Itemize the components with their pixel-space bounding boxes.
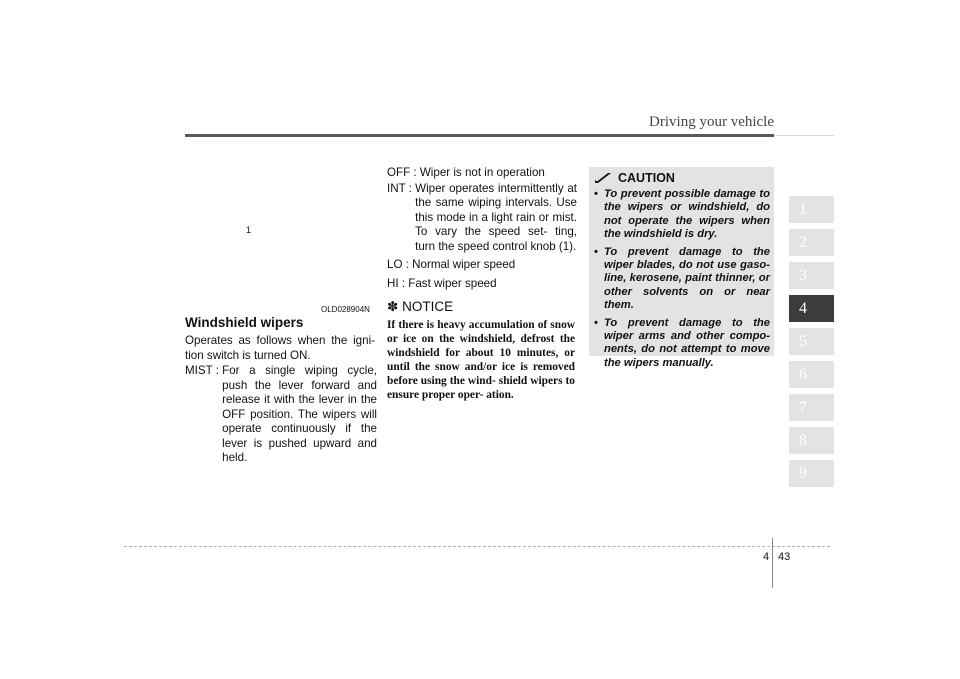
mode-description: Wiper is not in operation xyxy=(419,166,545,179)
header-rule-extension xyxy=(774,135,834,136)
footer-divider xyxy=(772,538,773,588)
running-header: Driving your vehicle xyxy=(649,114,774,130)
page-chapter: 4 xyxy=(763,551,770,563)
notice-text: If there is heavy accumulation of snow or ice on the windshield, defrost the windshield for about 10 minutes, or until the snow and/or ice is removed before using the wind- shield wipers to ensure proper oper- ation. xyxy=(387,319,575,401)
chapter-tab-9[interactable]: 9 xyxy=(789,460,834,487)
chapter-tab-8[interactable]: 8 xyxy=(789,427,834,454)
pencil-icon xyxy=(594,172,612,184)
mode-description: Normal wiper speed xyxy=(412,258,516,271)
chapter-tab-3[interactable]: 3 xyxy=(789,262,834,289)
section-intro: Operates as follows when the igni- tion switch is turned ON. xyxy=(185,334,375,362)
mode-hi xyxy=(387,277,577,292)
figure-callout-label: 1 xyxy=(246,225,252,235)
caution-list xyxy=(594,188,770,374)
chapter-tab-2[interactable]: 2 xyxy=(789,229,834,256)
mode-off xyxy=(387,166,577,181)
chapter-tab-1[interactable]: 1 xyxy=(789,196,834,223)
chapter-tab-6[interactable]: 6 xyxy=(789,361,834,388)
mode-description: Fast wiper speed xyxy=(408,276,497,290)
caution-item: • To prevent possible damage to the wipers or windshield, do not operate the wipers when the windshield is dry. xyxy=(594,188,770,241)
header-rule xyxy=(185,134,774,137)
bullet-icon: • xyxy=(594,316,598,329)
bullet-icon: • xyxy=(594,188,598,200)
chapter-tab-4[interactable]: 4 xyxy=(789,295,834,322)
mode-key: MIST : xyxy=(185,364,223,377)
mode-int xyxy=(387,182,577,255)
notice-heading xyxy=(387,299,453,315)
caution-item: • To prevent damage to the wiper arms and other compo- nents, do not attempt to move the wipers manually. xyxy=(594,316,770,369)
chapter-tab-7[interactable]: 7 xyxy=(789,394,834,421)
mode-mist xyxy=(185,364,377,466)
mode-key: OFF : xyxy=(387,166,420,179)
mode-list xyxy=(387,166,577,292)
asterisk-icon: ✽ xyxy=(387,299,399,314)
mode-key: HI : xyxy=(387,276,409,290)
chapter-tab-5[interactable]: 5 xyxy=(789,328,834,355)
figure-code: OLD028904N xyxy=(321,305,370,314)
caution-item: • To prevent damage to the wiper blades, do not use gaso- line, kerosene, paint thinner, or other solvents on or near them. xyxy=(594,245,770,312)
caution-header xyxy=(594,171,675,185)
section-heading: Windshield wipers xyxy=(185,315,304,330)
mode-key: LO : xyxy=(387,258,413,271)
mode-description: For a single wiping cycle, push the lever forward and release it with the lever in the OFF position. The wipers will operate continuously if the lever is pushed upward and held. xyxy=(222,364,377,464)
mode-key: INT : xyxy=(387,181,416,195)
caution-title: CAUTION xyxy=(618,171,675,185)
notice-title: NOTICE xyxy=(402,299,454,314)
mode-lo xyxy=(387,258,577,273)
footer-rule xyxy=(124,546,830,547)
mode-description: Wiper operates intermittently at the same wiping intervals. Use this mode in a light rain or mist. To vary the speed set- ting, turn the speed control knob (1). xyxy=(415,181,577,253)
bullet-icon: • xyxy=(594,245,598,258)
page-number: 43 xyxy=(778,551,791,563)
